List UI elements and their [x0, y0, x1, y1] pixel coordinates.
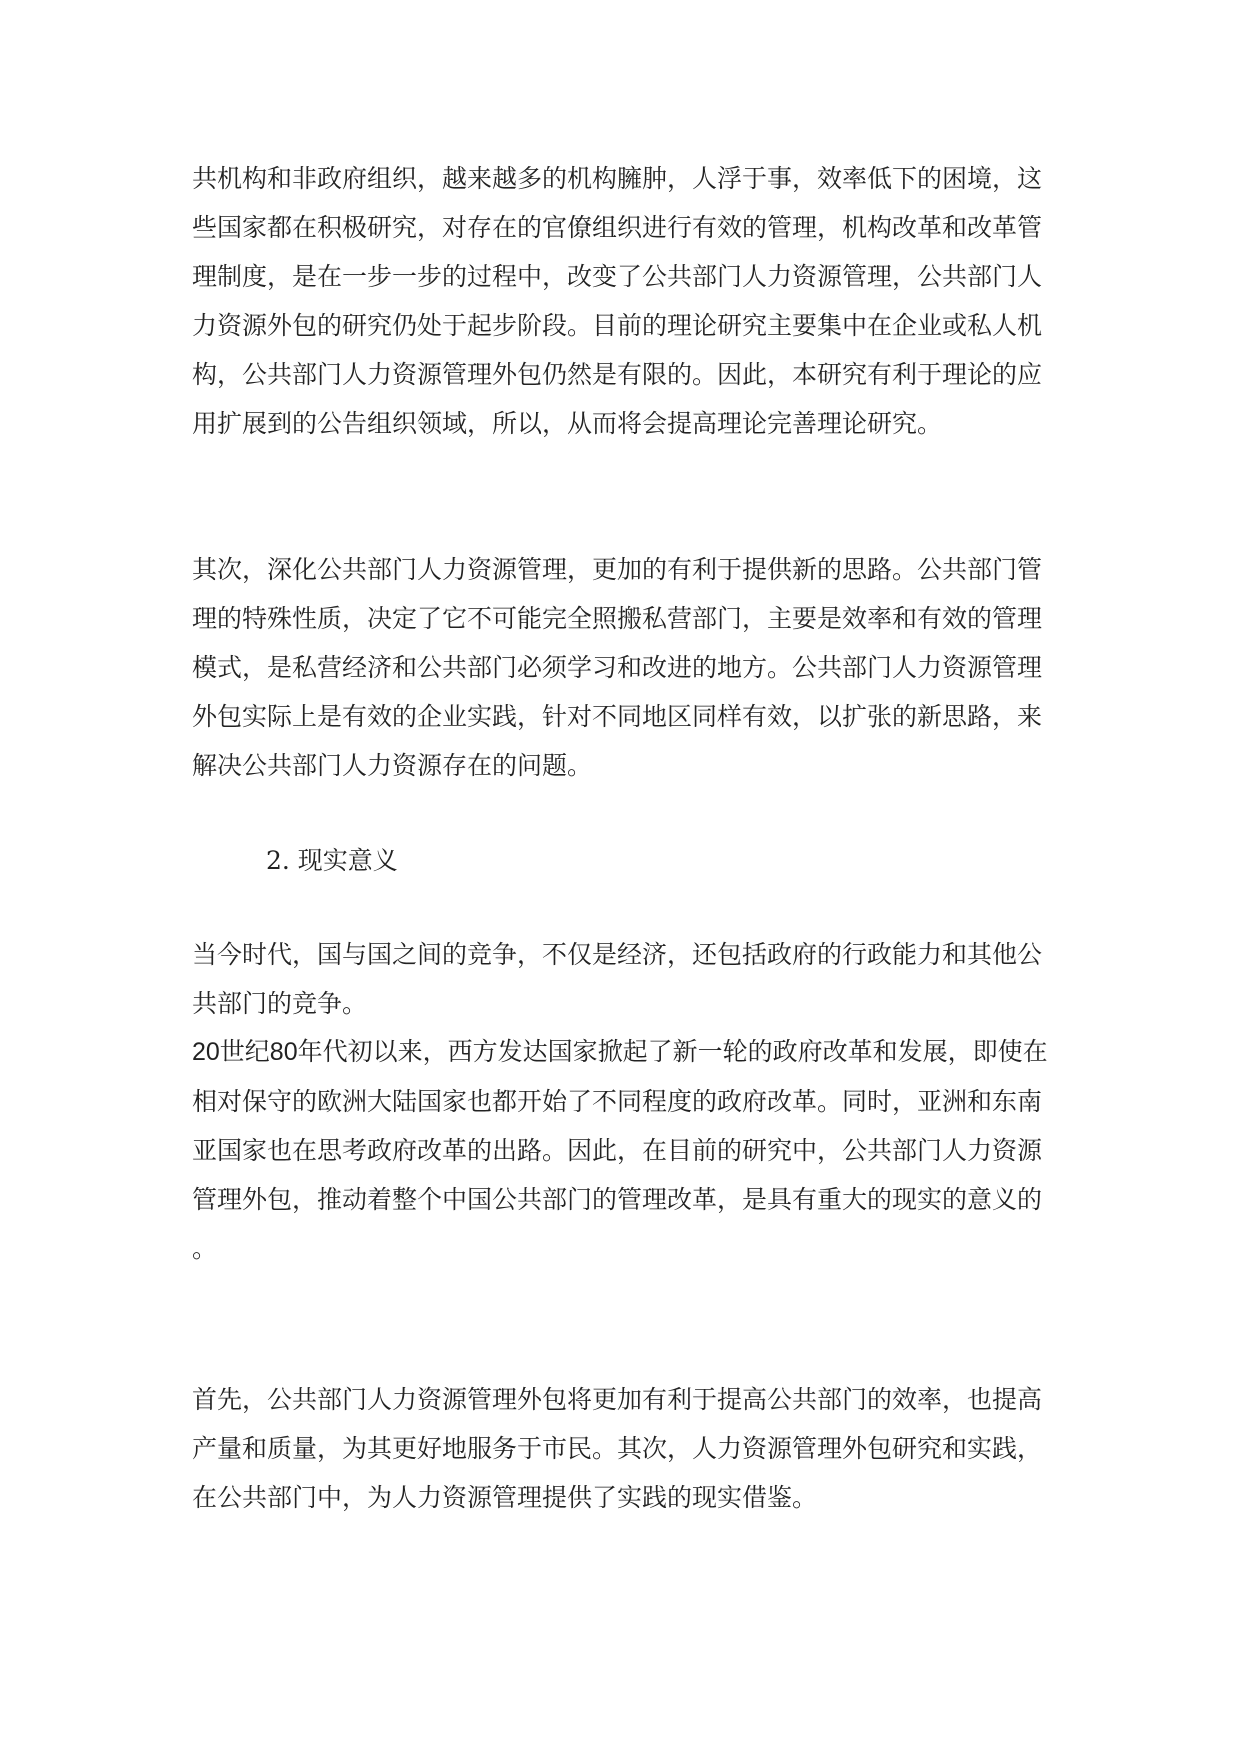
section-heading: 2. 现实意义 — [266, 846, 398, 875]
paragraph-line: 解决公共部门人力资源存在的问题。 — [192, 751, 593, 780]
paragraph-line: 共部门的竞争。 — [192, 989, 368, 1018]
paragraph-first-point — [192, 1375, 1052, 1522]
paragraph-second-point — [192, 545, 1052, 790]
paragraph-line: 亚国家也在思考政府改革的出路。因此，在目前的研究中，公共部门人力资源 — [192, 1136, 1043, 1165]
paragraph-line: 其次，深化公共部门人力资源管理，更加的有利于提供新的思路。公共部门管 — [192, 555, 1043, 584]
paragraph-line: 共机构和非政府组织，越来越多的机构臃肿，人浮于事，效率低下的困境，这 — [192, 164, 1043, 193]
paragraph-line: 外包实际上是有效的企业实践，针对不同地区同样有效，以扩张的新思路，来 — [192, 702, 1043, 731]
paragraph-line: 20世纪80年代初以来，西方发达国家掀起了新一轮的政府改革和发展，即使在 — [192, 1038, 1048, 1066]
paragraph-line: 管理外包，推动着整个中国公共部门的管理改革，是具有重大的现实的意义的 — [192, 1185, 1043, 1214]
paragraph-line: 用扩展到的公告组织领域，所以，从而将会提高理论完善理论研究。 — [192, 409, 943, 438]
paragraph-line: 构，公共部门人力资源管理外包仍然是有限的。因此，本研究有利于理论的应 — [192, 360, 1043, 389]
paragraph-line: 。 — [192, 1234, 218, 1263]
paragraph-line: 产量和质量，为其更好地服务于市民。其次，人力资源管理外包研究和实践， — [192, 1434, 1043, 1463]
paragraph-practical-significance — [192, 930, 1052, 1273]
paragraph-line: 理的特殊性质，决定了它不可能完全照搬私营部门，主要是效率和有效的管理 — [192, 604, 1043, 633]
paragraph-line: 模式，是私营经济和公共部门必须学习和改进的地方。公共部门人力资源管理 — [192, 653, 1043, 682]
paragraph-line: 在公共部门中，为人力资源管理提供了实践的现实借鉴。 — [192, 1483, 818, 1512]
paragraph-line: 当今时代，国与国之间的竞争，不仅是经济，还包括政府的行政能力和其他公 — [192, 940, 1043, 969]
paragraph-line: 些国家都在积极研究，对存在的官僚组织进行有效的管理，机构改革和改革管 — [192, 213, 1043, 242]
paragraph-line: 力资源外包的研究仍处于起步阶段。目前的理论研究主要集中在企业或私人机 — [192, 311, 1043, 340]
paragraph-theoretical-significance — [192, 154, 1052, 448]
paragraph-line: 理制度，是在一步一步的过程中，改变了公共部门人力资源管理，公共部门人 — [192, 262, 1043, 291]
paragraph-line: 相对保守的欧洲大陆国家也都开始了不同程度的政府改革。同时，亚洲和东南 — [192, 1087, 1043, 1116]
paragraph-line: 首先，公共部门人力资源管理外包将更加有利于提高公共部门的效率，也提高 — [192, 1385, 1043, 1414]
